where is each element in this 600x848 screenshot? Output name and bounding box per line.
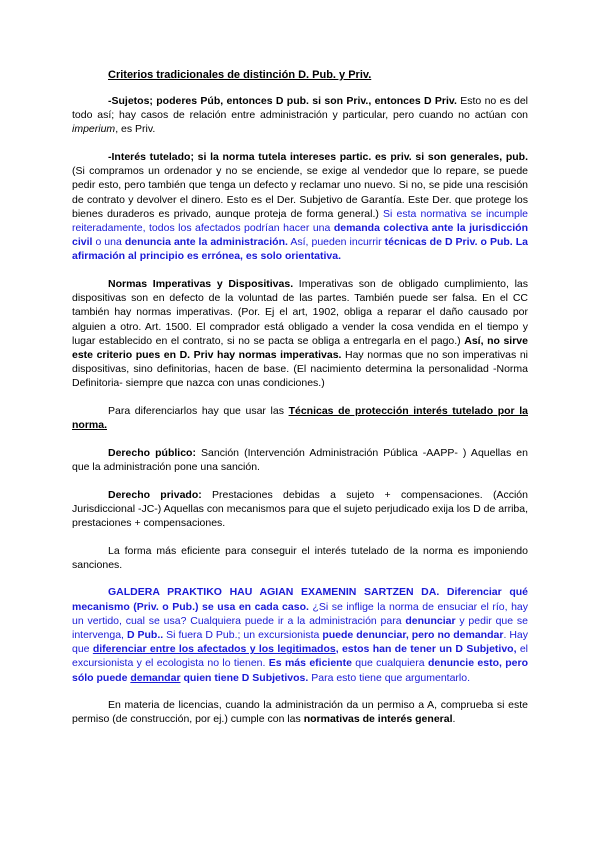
bold-lead: Normas Imperativas y Dispositivas. bbox=[108, 278, 294, 291]
text-run: y pedir que se intervenga, bbox=[72, 614, 528, 642]
bold-lead: Derecho público: bbox=[108, 446, 196, 459]
blue-text: o una bbox=[92, 236, 125, 249]
text-run: La forma más eficiente para conseguir el interés tutelado de la norma es imponiendo sanciones. bbox=[72, 544, 528, 571]
text-run: (Si compramos un ordenador y no se enciende, se exige al vendedor que lo repare, se puede pedir esto, pero también que tenga un defecto y reclamar uno nuevo. Si no, se pide una rescisión de contrato y devolver el dinero. Esto es el Der. Subjetivo de Garantía. Este Der. que protege los bienes duraderos es privado, aunque proteja de forma general.) bbox=[72, 165, 528, 220]
bold-text: quien tiene D Subjetivos. bbox=[180, 671, 309, 684]
text-run: Imperativas son de obligado cumplimiento, las dispositivas son en defecto de la voluntad de las partes. También puede ser falsa. En el CC también hay normas imperativas. (Por. Ej el art, 1902, obliga a reparar el daño causado por alguien a otro. Art. 1500. El comprador está obligado a vender la cosa vendida en el tiempo y lugar establecido en el contrato, si no se pacta se obliga a entregarla en el pago.) bbox=[72, 278, 528, 347]
paragraph-galdera bbox=[72, 585, 528, 684]
text-run: el excursionista y el ecologista no lo tienen. bbox=[72, 643, 528, 670]
text-run: Hay normas que no son imperativas ni dispositivas, sino definitorias, hacen de base. (El nacimiento determina la personalidad -Norma Definitoria- siempre que nazca con unas condiciones.) bbox=[72, 349, 528, 390]
document-title: Criterios tradicionales de distinción D. Pub. y Priv. bbox=[108, 69, 372, 81]
paragraph-licencias bbox=[72, 698, 528, 726]
paragraph-sujetos bbox=[72, 94, 528, 137]
bold-lead: -Sujetos; poderes Púb, entonces D pub. si son Priv., entonces D Priv. bbox=[108, 95, 457, 107]
blue-bold-text: demanda colectiva ante la jurisdicción civil bbox=[72, 222, 528, 249]
bold-lead: -Interés tutelado; si la norma tutela intereses partic. es priv. si son generales, pub. bbox=[108, 151, 528, 163]
blue-text: Si esta normativa se incumple reiteradamente, todos los afectados podrían hacer una bbox=[72, 207, 529, 235]
text-run: . bbox=[452, 713, 456, 726]
paragraph-derecho-privado bbox=[72, 488, 528, 531]
paragraph-normas bbox=[72, 277, 528, 391]
paragraph-interes-tutelado bbox=[72, 150, 528, 264]
paragraph-forma-eficiente bbox=[72, 544, 528, 572]
paragraph-diferenciarlos bbox=[72, 404, 528, 432]
text-run: Sanción (Intervención Administración Pública -AAPP- ) Aquellas en que la administración pone una sanción. bbox=[72, 446, 528, 474]
bold-underlined-text: diferenciar entre los afectados y los legitimados bbox=[92, 643, 336, 656]
bold-text: normativas de interés general bbox=[303, 713, 453, 726]
blue-bold-text: técnicas de D Priv. o Pub. La afirmación al principio es errónea, es solo orientativa. bbox=[72, 236, 528, 263]
document-page bbox=[72, 68, 528, 740]
bold-text: denunciar bbox=[405, 614, 456, 627]
bold-text: puede denunciar, pero no demandar bbox=[322, 629, 504, 642]
text-run: Para diferenciarlos hay que usar las bbox=[108, 405, 289, 418]
blue-text: Así, pueden incurrir bbox=[287, 236, 385, 249]
bold-text: GALDERA PRAKTIKO HAU AGIAN EXAMENIN SARTZEN DA. Diferenciar qué mecanismo (Priv. o Pub.) se usa en cada caso. bbox=[72, 586, 528, 613]
bold-text: , estos han de tener un D Subjetivo, bbox=[335, 643, 517, 656]
bold-underlined-text: Técnicas de protección interés tutelado por la norma. bbox=[72, 405, 528, 432]
bold-text: D Pub.. bbox=[126, 629, 164, 642]
text-run: , es Priv. bbox=[115, 123, 156, 136]
text-run: Prestaciones debidas a sujeto + compensaciones. (Acción Jurisdiccional -JC-) Aquellas con mecanismos para que el sujeto perjudicado exija los D de arriba, prestaciones + compensaciones. bbox=[72, 488, 528, 530]
text-run: . Hay que bbox=[72, 629, 529, 656]
text-run: En materia de licencias, cuando la administración da un permiso a A, comprueba si este permiso (de construcción, por ej.) cumple con las bbox=[72, 699, 528, 726]
italic-term: imperium bbox=[72, 123, 116, 136]
blue-bold-text: denuncia ante la administración. bbox=[124, 236, 288, 249]
bold-text: Es más eficiente bbox=[268, 657, 352, 670]
bold-text: denuncie esto, pero sólo puede bbox=[72, 657, 528, 684]
text-run: que cualquiera bbox=[351, 657, 428, 670]
paragraph-derecho-publico bbox=[72, 446, 528, 474]
text-run: Para esto tiene que argumentarlo. bbox=[308, 671, 470, 684]
bold-underlined-text: demandar bbox=[130, 671, 181, 684]
text-run: Si fuera D Pub.; un excursionista bbox=[163, 629, 323, 642]
text-run: ¿Si se inflige la norma de ensuciar el río, hay un vertido, cual se usa? Cualquiera puede ir a la administración para bbox=[72, 600, 529, 627]
text-run: Esto no es del todo así; hay casos de relación entre administración y particular, pero cuando no actúan con bbox=[72, 95, 528, 122]
bold-text: Así, no sirve este criterio pues en D. Priv hay normas imperativas. bbox=[72, 334, 528, 362]
bold-lead: Derecho privado: bbox=[108, 488, 202, 501]
